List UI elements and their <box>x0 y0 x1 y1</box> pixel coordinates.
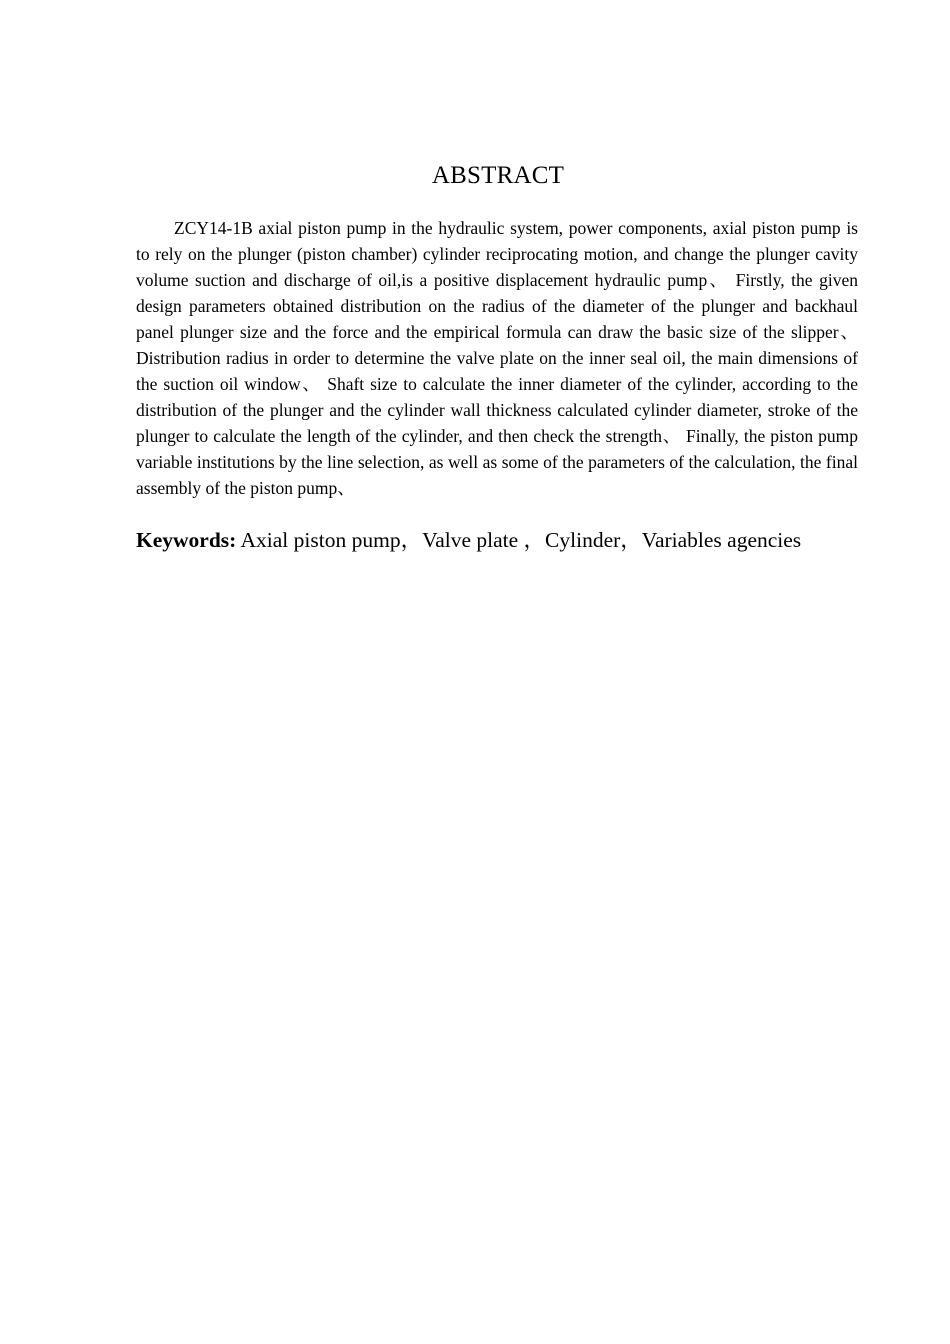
keywords-label: Keywords: <box>136 528 237 552</box>
keywords-text: Axial piston pump，Valve plate ，Cylinder，Variables agencies <box>236 528 802 552</box>
keywords-line <box>136 525 896 555</box>
abstract-body: ZCY14-1B axial piston pump in the hydraulic system, power components, axial piston pump is to rely on the plunger (piston chamber) cylinder reciprocating motion, and change the plunger cavity volume suction and discharge of oil,is a positive displacement hydraulic pump、 Firstly, the given design parameters obtained distribution on the radius of the diameter of the plunger and backhaul panel plunger size and the force and the empirical formula can draw the basic size of the slipper、 Distribution radius in order to determine the valve plate on the inner seal oil, the main dimensions of the suction oil window、 Shaft size to calculate the inner diameter of the cylinder, according to the distribution of the plunger and the cylinder wall thickness calculated cylinder diameter, stroke of the plunger to calculate the length of the cylinder, and then check the strength、 Finally, the piston pump variable institutions by the line selection, as well as some of the parameters of the calculation, the final assembly of the piston pump、 <box>136 218 858 498</box>
abstract-title: ABSTRACT <box>431 162 565 189</box>
